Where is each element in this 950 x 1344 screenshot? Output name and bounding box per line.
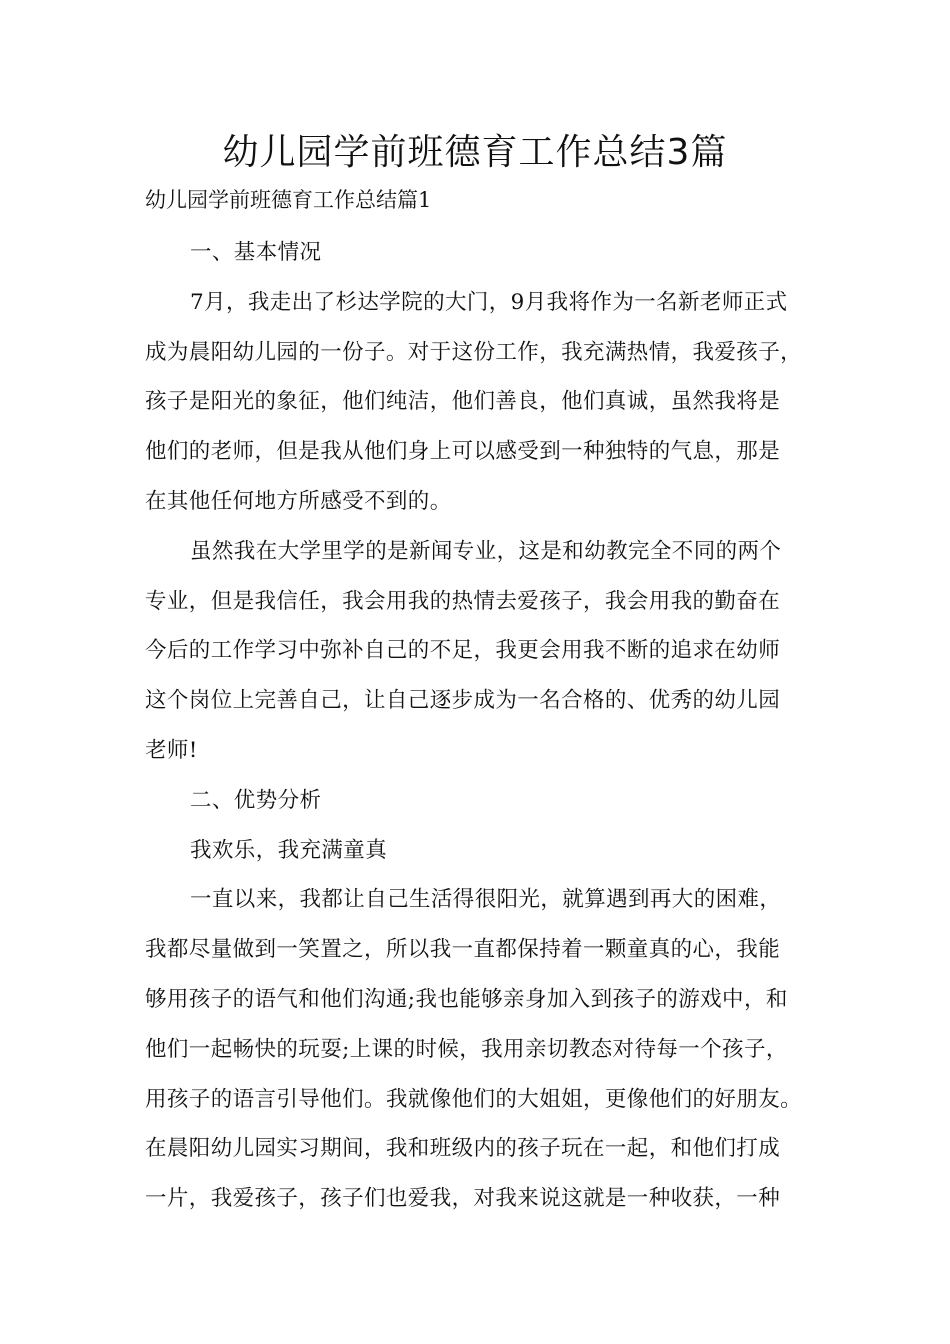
body-text-line: 老师! xyxy=(145,737,198,763)
body-text-line: 用孩子的语言引导他们。我就像他们的大姐姐，更像他们的好朋友。 xyxy=(145,1086,803,1112)
document-title: 幼儿园学前班德育工作总结3篇 xyxy=(222,132,728,173)
body-text-line: 今后的工作学习中弥补自己的不足，我更会用我不断的追求在幼师 xyxy=(145,638,781,664)
body-text-line: 二、优势分析 xyxy=(190,787,322,813)
body-text-line: 我都尽量做到一笑置之，所以我一直都保持着一颗童真的心，我能 xyxy=(145,937,781,963)
body-text-line: 孩子是阳光的象征，他们纯洁，他们善良，他们真诚，虽然我将是 xyxy=(145,389,781,415)
body-text-line: 够用孩子的语气和他们沟通;我也能够亲身加入到孩子的游戏中，和 xyxy=(145,986,788,1012)
body-text-line: 虽然我在大学里学的是新闻专业，这是和幼教完全不同的两个 xyxy=(190,538,782,564)
document-body xyxy=(145,228,835,1224)
body-text-line: 他们一起畅快的玩耍;上课的时候，我用亲切教态对待每一个孩子， xyxy=(145,1036,788,1062)
body-text-line: 7月，我走出了杉达学院的大门，9月我将作为一名新老师正式 xyxy=(190,289,788,315)
body-text-line: 他们的老师，但是我从他们身上可以感受到一种独特的气息，那是 xyxy=(145,439,781,465)
body-text-line: 一直以来，我都让自己生活得很阳光，就算遇到再大的困难， xyxy=(190,887,782,913)
body-text-line: 专业，但是我信任，我会用我的热情去爱孩子，我会用我的勤奋在 xyxy=(145,588,781,614)
body-text-line: 成为晨阳幼儿园的一份子。对于这份工作，我充满热情，我爱孩子， xyxy=(145,339,803,365)
body-text-line: 一片，我爱孩子，孩子们也爱我，对我来说这就是一种收获，一种 xyxy=(145,1186,781,1212)
body-text-line: 一、基本情况 xyxy=(190,240,322,265)
body-text-line: 这个岗位上完善自己，让自己逐步成为一名合格的、优秀的幼儿园 xyxy=(145,688,781,714)
body-text-line: 在其他任何地方所感受不到的。 xyxy=(145,488,452,514)
body-text-line: 在晨阳幼儿园实习期间，我和班级内的孩子玩在一起，和他们打成 xyxy=(145,1136,781,1162)
body-text-line: 我欢乐，我充满童真 xyxy=(190,837,388,863)
document-subtitle: 幼儿园学前班德育工作总结篇1 xyxy=(145,188,432,212)
